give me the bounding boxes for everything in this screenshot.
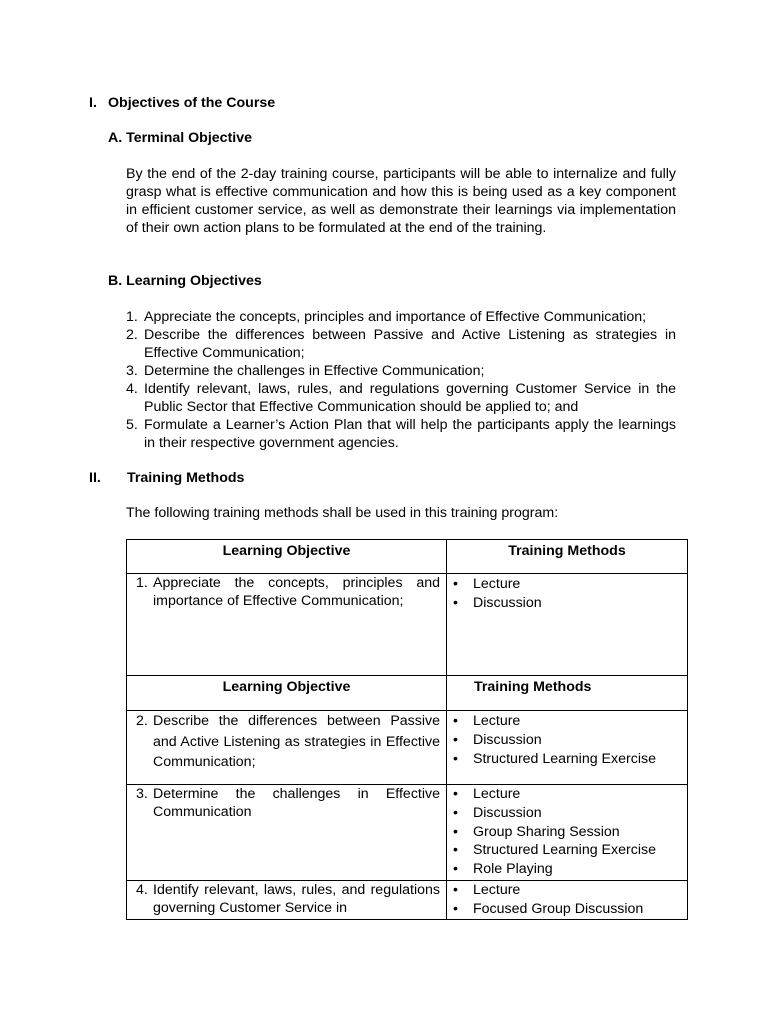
bullet-icon: • bbox=[453, 750, 458, 767]
list-item: • Lecture bbox=[453, 882, 521, 898]
bullet-icon: • bbox=[453, 823, 458, 840]
list-item: • Lecture bbox=[453, 713, 521, 729]
list-item: 4. Identify relevant, laws, rules, and regulations governing Customer Service in the Public Sector that Effective Communication should be applied to; and bbox=[126, 381, 676, 415]
table-header-row bbox=[127, 540, 688, 574]
table-row bbox=[127, 881, 688, 920]
methods-cell bbox=[447, 881, 688, 920]
objective-cell: 4. Identify relevant, laws, rules, and regulations governing Customer Service in bbox=[127, 881, 447, 920]
objective-cell: 3. Determine the challenges in Effective Communication bbox=[127, 785, 447, 881]
bullet-icon: • bbox=[453, 576, 458, 592]
table-row bbox=[127, 711, 688, 785]
bullet-icon: • bbox=[453, 786, 458, 802]
table-row bbox=[127, 785, 688, 881]
list-item: 2. Describe the differences between Passive and Active Listening as strategies in Effective Communication; bbox=[126, 327, 676, 361]
list-item: • Role Playing bbox=[453, 861, 553, 878]
objective-cell: 2. Describe the differences between Passive and Active Listening as strategies in Effective Communication; bbox=[127, 711, 447, 785]
bullet-icon: • bbox=[453, 804, 458, 821]
bullet-icon: • bbox=[453, 731, 458, 748]
bullet-icon: • bbox=[453, 882, 458, 898]
list-item: • Structured Learning Exercise bbox=[453, 842, 656, 859]
section-2-heading bbox=[89, 469, 244, 487]
bullet-icon: • bbox=[453, 713, 458, 729]
bullet-icon: • bbox=[453, 861, 458, 878]
section-2-number: II. bbox=[89, 470, 101, 486]
terminal-objective-heading: A. Terminal Objective bbox=[108, 130, 253, 146]
header-learning-objective: Learning Objective bbox=[127, 676, 447, 711]
bullet-icon: • bbox=[453, 900, 458, 917]
terminal-objective-text: By the end of the 2-day training course, participants will be able to internalize and fully grasp what is effective communication and how this is being used as a key component in efficient customer service, as well as demonstrate their learnings via implementation of their own action plans to be formulated at the end of the training. bbox=[126, 166, 676, 236]
list-item: • Lecture bbox=[453, 786, 521, 802]
list-item: 5. Formulate a Learner’s Action Plan that will help the participants apply the learnings in their respective government agencies. bbox=[126, 417, 676, 451]
training-methods-intro: The following training methods shall be used in this training program: bbox=[126, 505, 559, 521]
section-1-title: Objectives of the Course bbox=[108, 95, 276, 111]
list-item: • Lecture bbox=[453, 576, 521, 592]
methods-cell bbox=[447, 785, 688, 881]
list-item: • Group Sharing Session bbox=[453, 823, 620, 840]
list-item: 1. Appreciate the concepts, principles and importance of Effective Communication; bbox=[126, 309, 647, 325]
section-1-heading bbox=[89, 94, 275, 112]
header-training-methods: Training Methods bbox=[447, 540, 688, 574]
header-training-methods: Training Methods bbox=[447, 676, 688, 711]
training-methods-table bbox=[126, 539, 688, 920]
list-item: • Focused Group Discussion bbox=[453, 900, 644, 917]
section-2-title: Training Methods bbox=[127, 470, 245, 486]
list-item: • Discussion bbox=[453, 804, 542, 821]
table-row bbox=[127, 574, 688, 676]
bullet-icon: • bbox=[453, 594, 458, 611]
objective-cell: 1. Appreciate the concepts, principles and importance of Effective Communication; bbox=[127, 574, 447, 676]
table-header-row bbox=[127, 676, 688, 711]
methods-cell bbox=[447, 711, 688, 785]
section-1-number: I. bbox=[89, 95, 97, 111]
bullet-icon: • bbox=[453, 842, 458, 859]
header-learning-objective: Learning Objective bbox=[127, 540, 447, 574]
list-item: • Structured Learning Exercise bbox=[453, 750, 656, 767]
methods-cell bbox=[447, 574, 688, 676]
learning-objectives-list bbox=[126, 308, 676, 452]
list-item: • Discussion bbox=[453, 731, 542, 748]
list-item: • Discussion bbox=[453, 594, 542, 611]
learning-objectives-heading: B. Learning Objectives bbox=[108, 273, 262, 289]
list-item: 3. Determine the challenges in Effective Communication; bbox=[126, 363, 485, 379]
